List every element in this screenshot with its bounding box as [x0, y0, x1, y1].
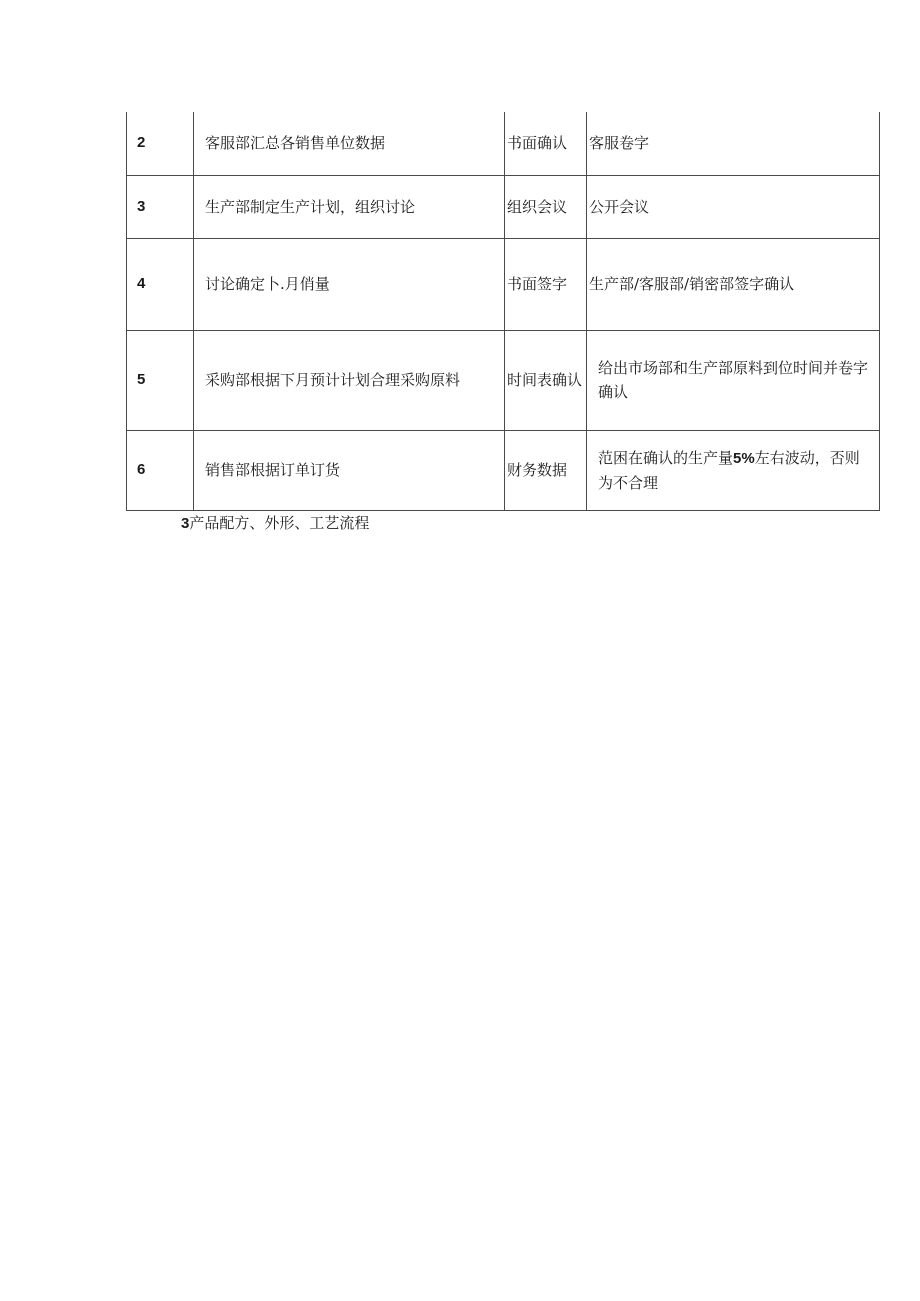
note-text-after: 左右波动，否则为不合理	[598, 448, 860, 492]
row-number: 3	[127, 175, 194, 238]
section-title: 产品配方、外形、工艺流程	[189, 514, 370, 532]
table-row	[127, 238, 880, 330]
step-cell: 生产部制定生产计划，组织讨论	[194, 175, 505, 238]
note-cell: 客服卷字	[587, 112, 880, 175]
note-text	[589, 446, 873, 495]
method-cell: 书面确认	[505, 112, 587, 175]
note-text-before: 范困在确认的生产量	[598, 448, 734, 467]
note-cell	[587, 330, 880, 430]
row-number: 2	[127, 112, 194, 175]
method-cell: 书面签字	[505, 238, 587, 330]
note-text: 给出市场部和生产部原料到位时间并卷字确认	[598, 359, 869, 401]
step-cell: 销售部根据订单订货	[194, 430, 505, 510]
row-number: 5	[127, 330, 194, 430]
table-row	[127, 330, 880, 430]
method-cell: 组织会议	[505, 175, 587, 238]
table-row	[127, 175, 880, 238]
process-table	[126, 112, 880, 511]
section-number: 3	[181, 515, 190, 532]
method-cell: 时间表确认	[505, 330, 587, 430]
row-number: 4	[127, 238, 194, 330]
method-cell: 财务数据	[505, 430, 587, 510]
table-row	[127, 430, 880, 510]
note-cell: 公开会议	[587, 175, 880, 238]
note-cell	[587, 430, 880, 510]
row-number: 6	[127, 430, 194, 510]
step-cell: 讨论确定卜.月俏量	[194, 238, 505, 330]
section-heading	[181, 512, 369, 535]
step-cell: 采购部根据下月预计计划合理采购原料	[194, 330, 505, 430]
note-percentage: 5%	[733, 449, 755, 467]
table-row	[127, 112, 880, 175]
note-cell: 生产部/客服部/销密部签字确认	[587, 238, 880, 330]
step-cell: 客服部汇总各销售单位数据	[194, 112, 505, 175]
